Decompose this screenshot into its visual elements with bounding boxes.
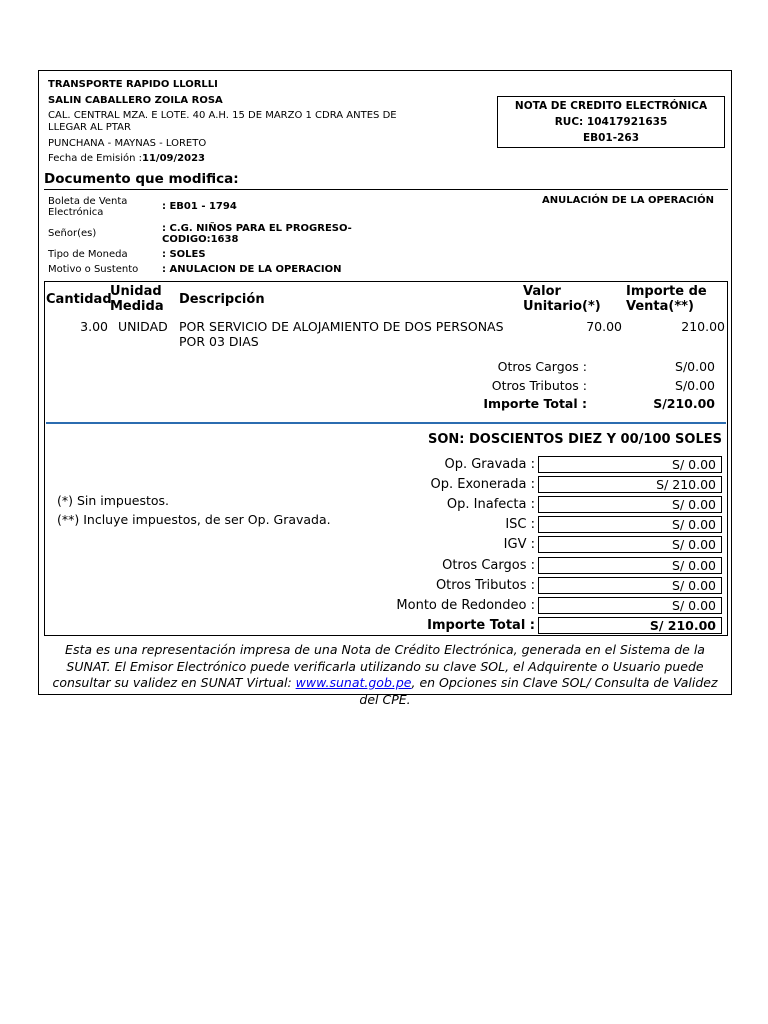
field-value-moneda: : SOLES [162, 249, 206, 260]
row-valor-unitario: 70.00 [586, 319, 622, 334]
summary-total-value: S/ 210.00 [538, 617, 722, 634]
summary-value: S/ 0.00 [538, 577, 722, 594]
header-unidad: Unidad Medida [110, 284, 164, 314]
note-incluye-impuestos: (**) Incluye impuestos, de ser Op. Gravada. [57, 512, 331, 527]
amount-in-words: SON: DOSCIENTOS DIEZ Y 00/100 SOLES [427, 432, 722, 447]
doc-number: EB01-263 [582, 132, 640, 144]
subtotal-label: Otros Tributos : [491, 378, 587, 393]
doc-ruc: RUC: 10417921635 [554, 116, 668, 128]
legal-footer [44, 642, 726, 708]
field-value-motivo: : ANULACION DE LA OPERACION [162, 264, 342, 275]
items-bottom-border [44, 635, 728, 636]
issuer-owner: SALIN CABALLERO ZOILA ROSA [48, 95, 223, 106]
summary-label: Otros Cargos : [442, 558, 535, 573]
issuer-name: TRANSPORTE RAPIDO LLORLLI [48, 79, 218, 90]
row-cantidad: 3.00 [80, 319, 108, 334]
header-descripcion: Descripción [179, 292, 265, 307]
summary-label: ISC : [505, 517, 535, 532]
issue-date-row [48, 153, 205, 164]
summary-value: S/ 0.00 [538, 597, 722, 614]
field-label-motivo: Motivo o Sustento [48, 264, 139, 275]
field-value-boleta: : EB01 - 1794 [162, 201, 237, 212]
modifies-title: Documento que modifica: [44, 171, 239, 187]
issue-date-label: Fecha de Emisión : [48, 153, 143, 164]
field-label-boleta: Boleta de Venta Electrónica [48, 196, 128, 218]
summary-total-label: Importe Total : [427, 618, 535, 633]
summary-label: Op. Exonerada : [430, 477, 535, 492]
subtotal-total-label: Importe Total : [483, 396, 587, 411]
header-cantidad: Cantidad [46, 292, 112, 307]
issue-date: 11/09/2023 [142, 153, 205, 164]
doc-title: NOTA DE CREDITO ELECTRÓNICA [514, 100, 708, 112]
subtotal-total-value: S/210.00 [653, 396, 715, 411]
field-label-moneda: Tipo de Moneda [48, 249, 128, 260]
header-importe: Importe de Venta(**) [626, 284, 707, 314]
operation-label: ANULACIÓN DE LA OPERACIÓN [542, 195, 714, 206]
subtotal-label: Otros Cargos : [497, 359, 587, 374]
row-descripcion: POR SERVICIO DE ALOJAMIENTO DE DOS PERSONAS POR 03 DIAS [179, 319, 504, 349]
issuer-address: CAL. CENTRAL MZA. E LOTE. 40 A.H. 15 DE MARZO 1 CDRA ANTES DE LLEGAR AL PTAR [48, 110, 397, 133]
summary-value: S/ 0.00 [538, 456, 722, 473]
footer-text-end: , en Opciones sin Clave SOL/ Consulta de Validez del CPE. [359, 675, 718, 707]
subtotal-value: S/0.00 [675, 359, 715, 374]
items-left-border [44, 281, 45, 636]
row-importe: 210.00 [681, 319, 725, 334]
summary-label: IGV : [503, 537, 535, 552]
summary-value: S/ 0.00 [538, 496, 722, 513]
issuer-district: PUNCHANA - MAYNAS - LORETO [48, 138, 207, 149]
subtotal-value: S/0.00 [675, 378, 715, 393]
section-separator [46, 422, 726, 424]
document-id-box [497, 96, 725, 148]
footer-text: Esta es una representación impresa de una Nota de Crédito Electrónica, generada en el Sistema de la SUNAT. El Emisor Electrónico puede verificarla utilizando su clave SOL, el Adquirente o Usuario puede consultar su validez en SUNAT Virtual: [52, 642, 705, 690]
summary-label: Op. Gravada : [444, 457, 535, 472]
summary-label: Monto de Redondeo : [396, 598, 535, 613]
items-right-border [727, 281, 728, 636]
summary-value: S/ 0.00 [538, 536, 722, 553]
summary-value: S/ 0.00 [538, 557, 722, 574]
summary-label: Otros Tributos : [435, 578, 535, 593]
note-sin-impuestos: (*) Sin impuestos. [57, 493, 170, 508]
summary-label: Op. Inafecta : [446, 497, 535, 512]
row-unidad: UNIDAD [118, 319, 168, 334]
header-valor-unitario: Valor Unitario(*) [523, 284, 601, 314]
items-top-border [44, 281, 728, 282]
summary-value: S/ 0.00 [538, 516, 722, 533]
field-value-senor: : C.G. NIÑOS PARA EL PROGRESO-CODIGO:1638 [162, 223, 352, 245]
field-label-senor: Señor(es) [48, 228, 97, 239]
modifies-divider [44, 189, 728, 190]
summary-value: S/ 210.00 [538, 476, 722, 493]
sunat-link[interactable]: www.sunat.gob.pe [295, 675, 412, 690]
